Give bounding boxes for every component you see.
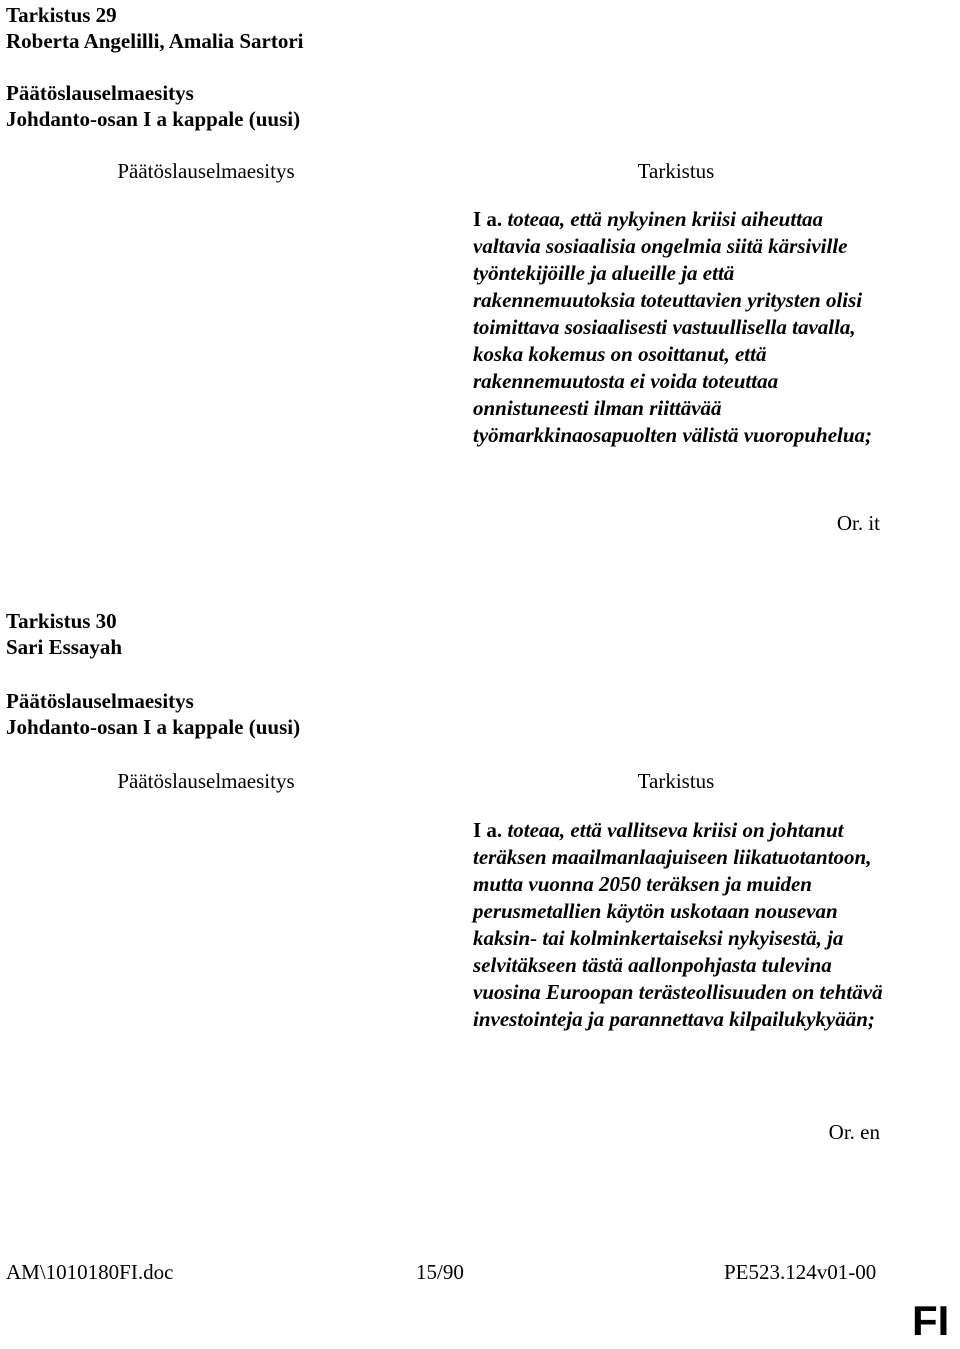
amendment-reference: Johdanto-osan I a kappale (uusi) [6,107,301,131]
amendment-text [473,817,893,1033]
language-mark: FI [912,1297,950,1344]
amendment-text-body: toteaa, että nykyinen kriisi aiheuttaa valtavia sosiaalisia ongelmia siitä kärsiville työntekijöille ja alueille ja että rakennemuutoksia toteuttavien yritysten olisi toimittava sosiaalisesti vastuullisella tavalla, koska kokemus on osoittanut, että rakennemuutosta ei voida toteuttaa onnistuneesti ilman riittävää työmarkkinaosapuolten välistä vuoropuhelua; [473,207,873,447]
amendment-reference: Johdanto-osan I a kappale (uusi) [6,715,301,739]
amendment-number: Tarkistus 30 [6,609,117,633]
original-language: Or. it [836,511,880,535]
amendment-doc-type: Päätöslauselmaesitys [6,81,194,105]
column-title-amendment: Tarkistus [637,769,715,793]
footer-document-reference: PE523.124v01-00 [724,1260,877,1284]
amendment-text-prefix: I a. [473,818,503,842]
amendment-text [473,206,893,449]
column-title-original: Päätöslauselmaesitys [117,159,295,183]
amendment-number: Tarkistus 29 [6,3,117,27]
amendment-authors: Sari Essayah [6,635,123,659]
column-title-amendment: Tarkistus [637,159,715,183]
amendment-doc-type: Päätöslauselmaesitys [6,689,194,713]
amendment-text-body: toteaa, että vallitseva kriisi on johtanut teräksen maailmanlaajuiseen liikatuotantoon, mutta vuonna 2050 teräksen ja muiden perusmetallien käytön uskotaan nousevan kaksin- tai kolminkertaiseksi nykyisestä, ja selvitäkseen tästä aallonpohjasta tulevina vuosina Euroopan terästeollisuuden on tehtävä investointeja ja parannettava kilpailukykyään; [473,818,883,1031]
amendment-text-prefix: I a. [473,207,503,231]
column-title-original: Päätöslauselmaesitys [117,769,295,793]
original-language: Or. en [828,1120,880,1144]
amendment-authors: Roberta Angelilli, Amalia Sartori [6,29,304,53]
footer-page-number: 15/90 [416,1260,464,1284]
footer-filename: AM\1010180FI.doc [6,1260,174,1284]
